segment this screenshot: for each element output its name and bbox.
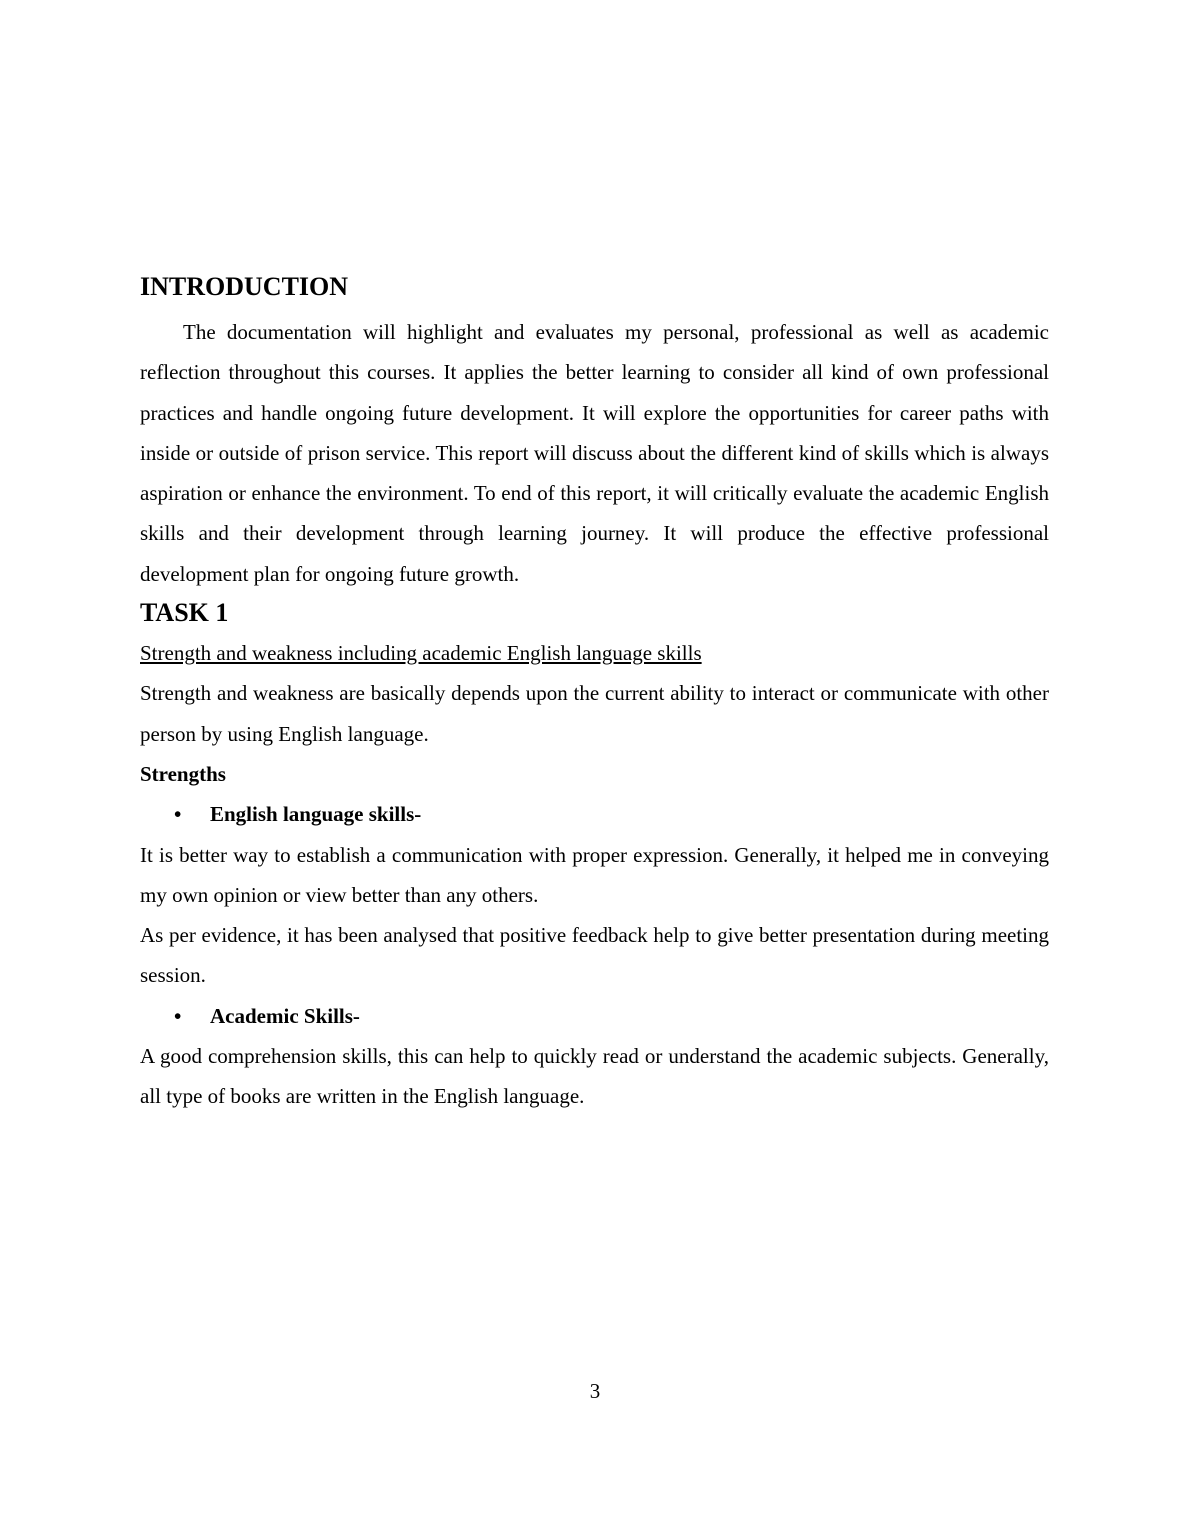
introduction-paragraph: The documentation will highlight and evaluates my personal, professional as well as academic reflection throughout this courses. It applies the better learning to consider all kind of own professional practices and handle ongoing future development. It will explore the opportunities for career paths with inside or outside of prison service. This report will discuss about the different kind of skills which is always aspiration or enhance the environment. To end of this report, it will critically evaluate the academic English skills and their development through learning journey. It will produce the effective professional development plan for ongoing future growth. [140, 320, 1049, 586]
task-1-subheading: Strength and weakness including academic English language skills [140, 641, 702, 666]
academic-skills-paragraph: A good comprehension skills, this can help to quickly read or understand the academic subjects. Generally, all type of books are written in the English language. [140, 1044, 1049, 1109]
bullet-academic-skills [140, 996, 1049, 1036]
page-content [140, 268, 1049, 1117]
strengths-label: Strengths [140, 761, 226, 786]
introduction-heading: INTRODUCTION [140, 272, 349, 301]
english-skills-paragraph-2: As per evidence, it has been analysed that positive feedback help to give better presentation during meeting session. [140, 923, 1049, 988]
bullet-title: English language skills- [210, 802, 422, 827]
bullet-english-language-skills [140, 794, 1049, 834]
bullet-icon: • [174, 802, 182, 827]
task-1-heading: TASK 1 [140, 598, 229, 628]
english-skills-paragraph-1: It is better way to establish a communication with proper expression. Generally, it helped me in conveying my own opinion or view better than any others. [140, 842, 1049, 907]
page-number: 3 [589, 1379, 601, 1403]
task-1-paragraph: Strength and weakness are basically depends upon the current ability to interact or communicate with other person by using English language. [140, 681, 1049, 746]
bullet-title: Academic Skills- [210, 1003, 360, 1028]
bullet-icon: • [174, 1003, 182, 1028]
